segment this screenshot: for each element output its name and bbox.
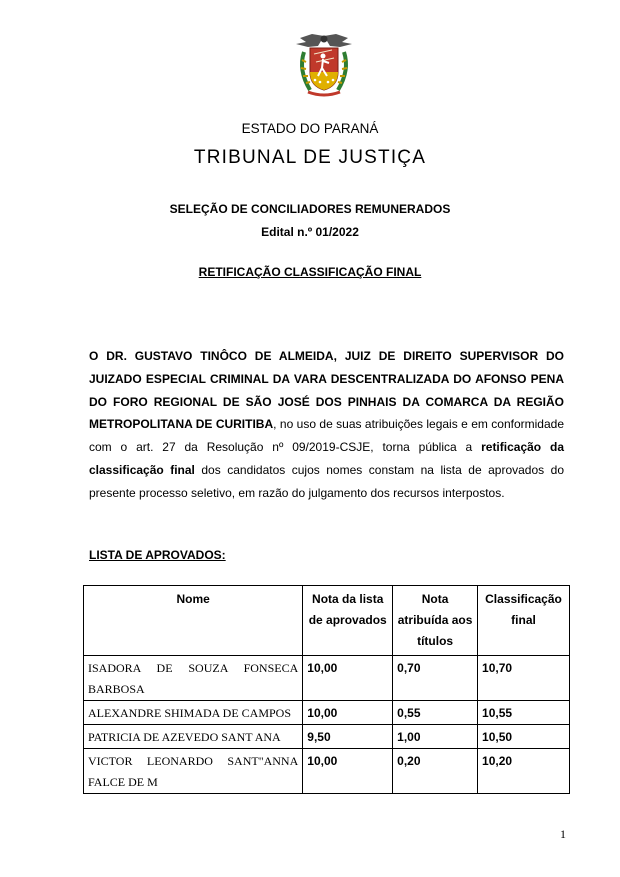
- state-name: ESTADO DO PARANÁ: [241, 121, 379, 136]
- candidate-name: VICTOR LEONARDO SANT"ANNA FALCE DE M: [84, 749, 303, 794]
- title-score: 0,55: [393, 701, 478, 725]
- selection-title: SELEÇÃO DE CONCILIADORES REMUNERADOS: [169, 202, 451, 216]
- table-row: [84, 725, 570, 749]
- table-row: [84, 701, 570, 725]
- list-score: 10,00: [303, 701, 393, 725]
- list-score: 10,00: [303, 656, 393, 701]
- judge-identification: O DR. GUSTAVO TINÔCO DE ALMEIDA, JUIZ DE DIREITO SUPERVISOR DO JUIZADO ESPECIAL CRIMINAL DA VARA DESCENTRALIZADA DO AFONSO PENA DO FORO REGIONAL DE SÃO JOSÉ DOS PINHAIS DA COMARCA DA REGIÃO METROPOLITANA DE CURITIBA: [89, 349, 564, 432]
- header-title-score: Nota atribuída aos títulos: [393, 586, 478, 656]
- candidate-name: ALEXANDRE SHIMADA DE CAMPOS: [84, 701, 303, 725]
- header-list-score: Nota da lista de aprovados: [303, 586, 393, 656]
- body-paragraph: [89, 345, 564, 505]
- approved-candidates-table: [83, 585, 570, 794]
- body-text-2: dos candidatos cujos nomes constam na lista de aprovados do presente processo seletivo, em razão do julgamento dos recursos interpostos.: [89, 462, 564, 500]
- table-row: [84, 749, 570, 794]
- header-final-classification: Classificação final: [478, 586, 570, 656]
- header-name: Nome: [84, 586, 303, 656]
- title-score: 0,20: [393, 749, 478, 794]
- approved-list-title: LISTA DE APROVADOS:: [89, 548, 226, 562]
- retification-title: RETIFICAÇÃO CLASSIFICAÇÃO FINAL: [198, 265, 422, 279]
- page-number: 1: [560, 827, 566, 841]
- title-score: 1,00: [393, 725, 478, 749]
- title-score: 0,70: [393, 656, 478, 701]
- body-text-1: , no uso de suas atribuições legais e em conformidade com o art. 27 da Resolução nº 09/2019-CSJE, torna pública a: [89, 417, 565, 455]
- candidate-name: PATRICIA DE AZEVEDO SANT ANA: [84, 725, 303, 749]
- candidate-name: ISADORA DE SOUZA FONSECA BARBOSA: [84, 656, 303, 701]
- final-score: 10,50: [478, 725, 570, 749]
- list-score: 10,00: [303, 749, 393, 794]
- final-score: 10,70: [478, 656, 570, 701]
- table-row: [84, 656, 570, 701]
- list-score: 9,50: [303, 725, 393, 749]
- final-score: 10,20: [478, 749, 570, 794]
- retification-emphasis: retificação da classificação final: [89, 440, 564, 477]
- parana-coat-of-arms-icon: [292, 32, 356, 98]
- court-name: TRIBUNAL DE JUSTIÇA: [193, 147, 427, 168]
- final-score: 10,55: [478, 701, 570, 725]
- table-header-row: [84, 586, 570, 656]
- edital-number: Edital n.º 01/2022: [261, 225, 359, 239]
